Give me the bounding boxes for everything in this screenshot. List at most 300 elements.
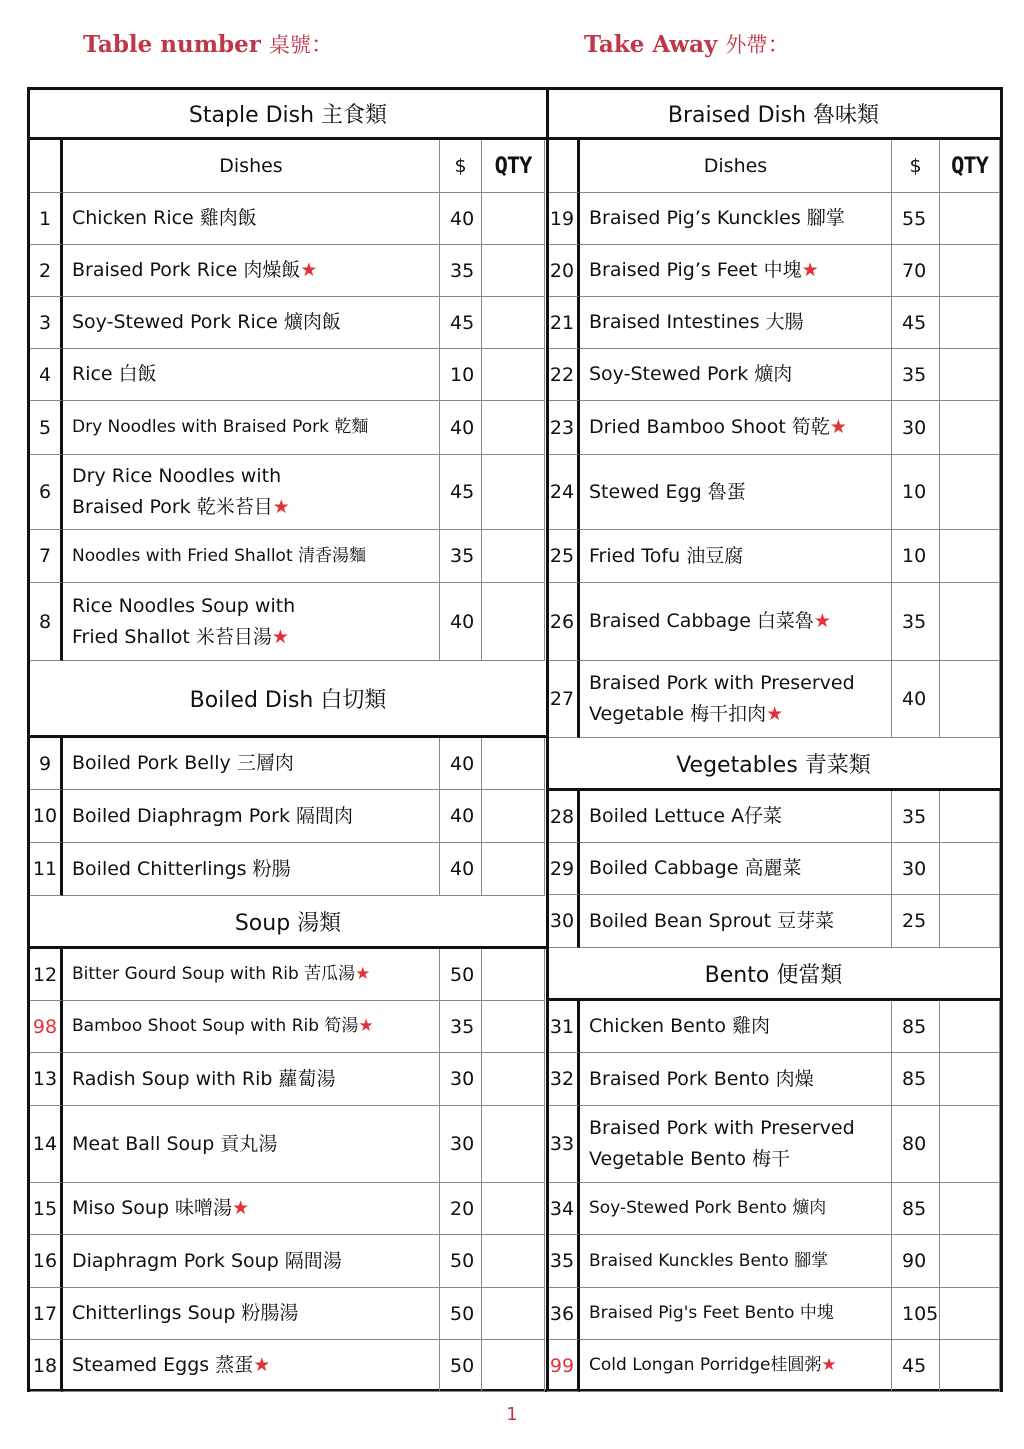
section-title-bento: Bento 便當類 (704, 962, 843, 988)
item-price-label: 35 (902, 610, 927, 633)
menu-item-price (892, 583, 940, 661)
menu-item-number (547, 1183, 580, 1235)
menu-item-number (30, 193, 63, 245)
menu-item-number (30, 1001, 63, 1053)
quantity-input-cell[interactable] (940, 193, 1000, 245)
item-number-label: 6 (38, 481, 52, 503)
item-price-label: 20 (450, 1197, 475, 1220)
item-name-label: Dried Bamboo Shoot 筍乾 (589, 416, 830, 438)
item-number-label: 25 (549, 545, 575, 567)
quantity-input-cell[interactable] (482, 1106, 545, 1183)
menu-item-price (440, 1106, 482, 1183)
recommended-star-icon: ★ (801, 259, 819, 281)
menu-item-name (63, 401, 440, 455)
section-title-vegetables: Vegetables 青菜類 (676, 752, 871, 778)
quantity-input-cell[interactable] (482, 1053, 545, 1106)
item-price-label: 35 (902, 363, 927, 386)
item-name-wrap (589, 668, 855, 730)
quantity-input-cell[interactable] (482, 245, 545, 297)
item-price-label: 50 (450, 1250, 475, 1272)
item-name-label: Braised Cabbage 白菜魯 (589, 610, 814, 632)
recommended-star-icon: ★ (272, 496, 290, 518)
recommended-star-icon: ★ (271, 625, 289, 648)
quantity-input-cell[interactable] (940, 843, 1000, 895)
item-name-label: Braised Kunckles Bento 腳掌 (589, 1250, 829, 1271)
item-number-label: 99 (549, 1354, 575, 1377)
menu-item-name (63, 1288, 440, 1340)
item-name-label: Meat Ball Soup 貢丸湯 (72, 1132, 278, 1155)
menu-item-name (580, 661, 892, 738)
menu-item-number (547, 1053, 580, 1106)
menu-item-price (440, 245, 482, 297)
menu-item-name (63, 455, 440, 530)
menu-item-number (547, 661, 580, 738)
right-price-header-label: $ (909, 155, 922, 177)
recommended-star-icon: ★ (821, 1355, 837, 1375)
quantity-input-cell[interactable] (940, 583, 1000, 661)
item-name-wrap (589, 1064, 814, 1095)
section-title-staple: Staple Dish 主食類 (188, 103, 388, 128)
menu-item-name (580, 791, 892, 843)
menu-item-name (63, 193, 440, 245)
section-title-soup: Soup 湯類 (234, 910, 342, 936)
menu-item-price (440, 1235, 482, 1288)
item-name-label: Noodles with Fried Shallot 清香湯麵 (72, 545, 367, 566)
menu-item-name (580, 1053, 892, 1106)
menu-item-number (547, 245, 580, 297)
item-price-label: 10 (902, 545, 927, 567)
item-number-label: 19 (549, 207, 575, 230)
item-name-wrap (589, 1193, 826, 1224)
menu-item-number (547, 349, 580, 401)
item-name-label: Braised Pig’s Kunckles 腳掌 (589, 207, 845, 229)
item-number-label: 16 (32, 1250, 58, 1272)
item-number-label: 27 (549, 688, 575, 710)
item-name-wrap (72, 1350, 270, 1381)
item-name-label: Boiled Cabbage 高麗菜 (589, 857, 802, 879)
item-price-label: 40 (450, 207, 475, 230)
menu-item-number (30, 530, 63, 583)
menu-item-name (580, 1001, 892, 1053)
item-price-label: 45 (450, 481, 475, 503)
item-number-label: 26 (549, 610, 575, 633)
item-number-label: 31 (549, 1015, 575, 1038)
menu-item-price (440, 1053, 482, 1106)
item-name-wrap (72, 461, 290, 523)
menu-item-number (547, 455, 580, 530)
item-name-wrap (589, 1011, 770, 1042)
item-name-label: Rice 白飯 (72, 363, 157, 385)
menu-item-name (580, 455, 892, 530)
item-name-label: Stewed Egg 魯蛋 (589, 480, 746, 503)
menu-item-number (547, 401, 580, 455)
menu-item-price (440, 1340, 482, 1392)
menu-item-price (440, 790, 482, 843)
menu-item-number (30, 297, 63, 349)
item-number-label: 15 (32, 1197, 58, 1220)
quantity-input-cell[interactable] (940, 297, 1000, 349)
item-price-label: 30 (902, 857, 927, 880)
menu-item-name (580, 895, 892, 948)
left-qty-header-label: QTY (494, 153, 532, 179)
item-number-label: 18 (32, 1354, 58, 1377)
item-name-wrap (589, 307, 804, 338)
item-price-label: 105 (902, 1302, 939, 1325)
section-heading-braised (547, 90, 1000, 140)
left-column-header-qty (482, 140, 545, 193)
item-number-label: 12 (32, 963, 58, 986)
item-price-label: 40 (450, 610, 475, 633)
menu-item-name (63, 1340, 440, 1392)
item-price-label: 40 (450, 416, 475, 439)
item-number-label: 13 (32, 1068, 58, 1090)
menu-item-number (30, 1106, 63, 1183)
item-number-label: 8 (38, 610, 52, 633)
item-name-label: Braised Pork with Preserved Vegetable Bento 梅干 (589, 1117, 855, 1170)
menu-item-number (30, 738, 63, 790)
item-name-label: Dry Rice Noodles with Braised Pork 乾米苔目 (72, 465, 282, 518)
item-price-label: 10 (450, 363, 475, 386)
menu-item-name (580, 193, 892, 245)
item-name-wrap (72, 591, 295, 653)
item-price-label: 35 (902, 805, 927, 828)
quantity-input-cell[interactable] (482, 790, 545, 843)
item-name-label: Braised Pig’s Feet 中塊 (589, 259, 802, 281)
section-heading-vegetables (547, 738, 1000, 791)
menu-item-price (440, 530, 482, 583)
menu-item-name (63, 843, 440, 896)
item-price-label: 40 (902, 688, 927, 710)
menu-item-number (30, 455, 63, 530)
recommended-star-icon: ★ (300, 259, 318, 281)
item-price-label: 85 (902, 1068, 927, 1090)
quantity-input-cell[interactable] (482, 843, 545, 896)
recommended-star-icon: ★ (358, 1016, 374, 1036)
quantity-input-cell[interactable] (940, 791, 1000, 843)
menu-item-name (580, 1288, 892, 1340)
item-name-label: Braised Pork with Preserved Vegetable 梅干扣肉 (589, 672, 855, 725)
item-name-label: Soy-Stewed Pork 爌肉 (589, 363, 793, 385)
item-number-label: 17 (32, 1302, 58, 1325)
item-number-label: 24 (549, 481, 575, 503)
item-number-label: 4 (38, 363, 52, 386)
section-title-boiled: Boiled Dish 白切類 (189, 687, 387, 713)
quantity-input-cell[interactable] (482, 1001, 545, 1053)
item-name-label: Boiled Chitterlings 粉腸 (72, 857, 291, 880)
right-dishes-header-label: Dishes (703, 155, 768, 177)
right-column-header-dishes (580, 140, 892, 193)
item-price-label: 35 (450, 1015, 475, 1038)
menu-item-name (63, 949, 440, 1001)
item-number-label: 10 (32, 805, 58, 827)
item-name-wrap (589, 412, 847, 443)
menu-item-price (892, 455, 940, 530)
right-column-header-number (547, 140, 580, 193)
item-price-label: 50 (450, 1302, 475, 1325)
quantity-input-cell[interactable] (482, 401, 545, 455)
menu-item-name (580, 1340, 892, 1392)
quantity-input-cell[interactable] (482, 1288, 545, 1340)
quantity-input-cell[interactable] (940, 245, 1000, 297)
left-column-header-dishes (63, 140, 440, 193)
item-number-label: 30 (549, 910, 575, 932)
menu-item-price (440, 349, 482, 401)
item-number-label: 3 (38, 311, 52, 334)
item-name-wrap (72, 1129, 277, 1160)
item-name-label: Boiled Bean Sprout 豆芽菜 (589, 909, 835, 932)
menu-item-number (30, 245, 63, 297)
item-price-label: 30 (450, 1068, 475, 1090)
section-heading-boiled (30, 661, 546, 738)
menu-item-price (892, 530, 940, 583)
item-name-label: Soy-Stewed Pork Bento 爌肉 (589, 1198, 827, 1218)
item-number-label: 36 (549, 1302, 575, 1325)
item-name-wrap (589, 477, 746, 508)
item-number-label: 29 (549, 857, 575, 880)
menu-item-name (580, 1106, 892, 1183)
menu-item-price (440, 193, 482, 245)
item-name-label: Rice Noodles Soup with Fried Shallot 米苔目湯 (72, 594, 296, 648)
quantity-input-cell[interactable] (482, 297, 545, 349)
menu-item-number (30, 1053, 63, 1106)
menu-item-price (892, 349, 940, 401)
menu-item-price (892, 1183, 940, 1235)
item-number-label: 7 (38, 545, 52, 567)
menu-item-name (580, 583, 892, 661)
item-name-wrap (589, 1246, 828, 1277)
item-number-label: 28 (549, 805, 575, 828)
menu-item-price (440, 949, 482, 1001)
menu-item-number (547, 1106, 580, 1183)
quantity-input-cell[interactable] (940, 1001, 1000, 1053)
menu-item-number (547, 530, 580, 583)
menu-item-price (440, 401, 482, 455)
menu-item-price (440, 297, 482, 349)
item-name-label: Chitterlings Soup 粉腸湯 (72, 1302, 299, 1324)
table-number-colon: ： (310, 32, 334, 58)
recommended-star-icon: ★ (253, 1354, 271, 1376)
item-name-label: Cold Longan Porridge桂圓粥 (589, 1355, 822, 1375)
item-name-wrap (589, 801, 782, 832)
item-number-label: 2 (38, 259, 52, 282)
quantity-input-cell[interactable] (940, 349, 1000, 401)
menu-item-name (63, 245, 440, 297)
quantity-input-cell[interactable] (482, 193, 545, 245)
item-price-label: 50 (450, 1354, 475, 1377)
quantity-input-cell[interactable] (940, 1053, 1000, 1106)
item-name-wrap (589, 1350, 837, 1381)
menu-item-price (440, 843, 482, 896)
menu-item-price (440, 455, 482, 530)
item-name-wrap (589, 541, 743, 572)
item-name-wrap (589, 853, 801, 884)
take-away-colon: ： (767, 32, 791, 58)
menu-item-name (580, 843, 892, 895)
menu-item-number (30, 401, 63, 455)
item-price-label: 35 (450, 259, 475, 282)
item-number-label: 22 (549, 363, 575, 386)
item-name-wrap (72, 203, 257, 234)
quantity-input-cell[interactable] (482, 1340, 545, 1392)
item-name-label: Dry Noodles with Braised Pork 乾麵 (72, 417, 369, 437)
section-heading-bento (547, 948, 1000, 1001)
menu-item-name (580, 245, 892, 297)
quantity-input-cell[interactable] (482, 530, 545, 583)
item-name-label: Soy-Stewed Pork Rice 爌肉飯 (72, 311, 341, 333)
item-name-label: Chicken Bento 雞肉 (589, 1015, 771, 1037)
item-name-wrap (72, 748, 294, 779)
quantity-input-cell[interactable] (482, 1235, 545, 1288)
recommended-star-icon: ★ (813, 610, 831, 632)
item-name-label: Diaphragm Pork Soup 隔間湯 (72, 1249, 342, 1272)
item-number-label: 1 (38, 207, 52, 230)
item-price-label: 40 (450, 805, 475, 827)
menu-item-number (547, 297, 580, 349)
item-price-label: 45 (450, 311, 475, 334)
item-price-label: 25 (902, 910, 927, 932)
item-name-wrap (72, 959, 370, 990)
item-name-wrap (589, 906, 834, 937)
item-name-label: Braised Intestines 大腸 (589, 311, 804, 333)
quantity-input-cell[interactable] (940, 455, 1000, 530)
item-number-label: 98 (32, 1015, 58, 1038)
menu-item-number (30, 583, 63, 661)
quantity-input-cell[interactable] (940, 1106, 1000, 1183)
item-name-label: Boiled Pork Belly 三層肉 (72, 752, 294, 774)
menu-item-number (30, 843, 63, 896)
item-name-label: Braised Pig's Feet Bento 中塊 (589, 1303, 834, 1323)
item-name-wrap (72, 255, 317, 286)
menu-item-price (892, 1288, 940, 1340)
recommended-star-icon: ★ (829, 416, 847, 438)
item-price-label: 80 (902, 1133, 927, 1155)
item-number-label: 14 (32, 1133, 58, 1155)
quantity-input-cell[interactable] (482, 455, 545, 530)
item-name-label: Miso Soup 味噌湯 (72, 1197, 233, 1219)
menu-item-name (63, 1183, 440, 1235)
item-price-label: 50 (450, 963, 475, 986)
menu-item-name (580, 1235, 892, 1288)
item-number-label: 5 (38, 416, 52, 439)
item-name-wrap (72, 801, 353, 832)
column-divider (546, 90, 549, 1389)
item-number-label: 20 (549, 259, 575, 282)
menu-item-number (30, 1288, 63, 1340)
menu-item-number (547, 791, 580, 843)
item-price-label: 40 (450, 858, 475, 880)
quantity-input-cell[interactable] (940, 530, 1000, 583)
menu-item-name (63, 530, 440, 583)
menu-item-number (30, 949, 63, 1001)
quantity-input-cell[interactable] (482, 1183, 545, 1235)
item-name-label: Bitter Gourd Soup with Rib 苦瓜湯 (72, 964, 356, 984)
item-name-wrap (72, 359, 157, 390)
item-name-wrap (72, 1064, 336, 1095)
item-price-label: 55 (902, 207, 927, 230)
menu-item-price (440, 583, 482, 661)
quantity-input-cell[interactable] (940, 1235, 1000, 1288)
table-number-cjk: 桌號 (268, 33, 311, 57)
menu-item-price (440, 1183, 482, 1235)
menu-item-number (547, 843, 580, 895)
menu-item-number (547, 1340, 580, 1392)
item-name-wrap (72, 1298, 298, 1329)
item-price-label: 85 (902, 1197, 927, 1220)
quantity-input-cell[interactable] (940, 1288, 1000, 1340)
menu-item-name (580, 530, 892, 583)
item-name-wrap (72, 854, 291, 885)
item-name-wrap (589, 606, 831, 637)
quantity-input-cell[interactable] (940, 401, 1000, 455)
menu-item-price (892, 401, 940, 455)
item-name-label: Bamboo Shoot Soup with Rib 筍湯 (72, 1016, 359, 1036)
menu-item-number (547, 1235, 580, 1288)
item-name-label: Braised Pork Rice 肉燥飯 (72, 259, 301, 281)
item-price-label: 30 (450, 1133, 475, 1155)
item-price-label: 30 (902, 416, 927, 439)
menu-item-price (892, 661, 940, 738)
menu-item-price (440, 1001, 482, 1053)
quantity-input-cell[interactable] (482, 583, 545, 661)
item-number-label: 32 (549, 1068, 575, 1090)
item-number-label: 11 (32, 858, 58, 880)
item-name-label: Chicken Rice 雞肉飯 (72, 207, 257, 229)
left-price-header-label: $ (454, 155, 467, 177)
item-number-label: 21 (549, 311, 575, 334)
item-name-wrap (589, 255, 819, 286)
item-price-label: 35 (450, 545, 475, 567)
menu-item-price (892, 791, 940, 843)
quantity-input-cell[interactable] (940, 895, 1000, 948)
menu-item-number (547, 193, 580, 245)
item-price-label: 45 (902, 311, 927, 334)
menu-item-price (892, 245, 940, 297)
section-title-braised: Braised Dish 魯味類 (667, 103, 880, 128)
take-away-label (584, 26, 790, 59)
menu-item-price (892, 1235, 940, 1288)
menu-item-number (547, 1001, 580, 1053)
quantity-input-cell[interactable] (482, 349, 545, 401)
table-number-en: Table number (83, 31, 261, 58)
menu-item-number (30, 790, 63, 843)
menu-item-name (63, 297, 440, 349)
menu-item-number (547, 583, 580, 661)
item-name-label: Radish Soup with Rib 蘿蔔湯 (72, 1067, 336, 1090)
item-number-label: 35 (549, 1250, 575, 1272)
item-number-label: 9 (38, 752, 52, 775)
menu-item-number (30, 1183, 63, 1235)
item-name-wrap (72, 541, 366, 572)
quantity-input-cell[interactable] (482, 949, 545, 1001)
quantity-input-cell[interactable] (940, 1340, 1000, 1392)
item-name-label: Fried Tofu 油豆腐 (589, 544, 744, 567)
take-away-cjk: 外帶 (725, 33, 768, 57)
item-name-wrap (589, 203, 845, 234)
quantity-input-cell[interactable] (482, 738, 545, 790)
take-away-en: Take Away (584, 31, 718, 58)
menu-item-number (30, 1340, 63, 1392)
item-name-label: Braised Pork Bento 肉燥 (589, 1067, 814, 1090)
menu-item-name (63, 583, 440, 661)
right-column-header-price (892, 140, 940, 193)
item-price-label: 10 (902, 481, 927, 503)
item-name-wrap (72, 307, 341, 338)
menu-item-price (892, 193, 940, 245)
quantity-input-cell[interactable] (940, 1183, 1000, 1235)
quantity-input-cell[interactable] (940, 661, 1000, 738)
recommended-star-icon: ★ (232, 1197, 250, 1219)
menu-item-price (892, 843, 940, 895)
